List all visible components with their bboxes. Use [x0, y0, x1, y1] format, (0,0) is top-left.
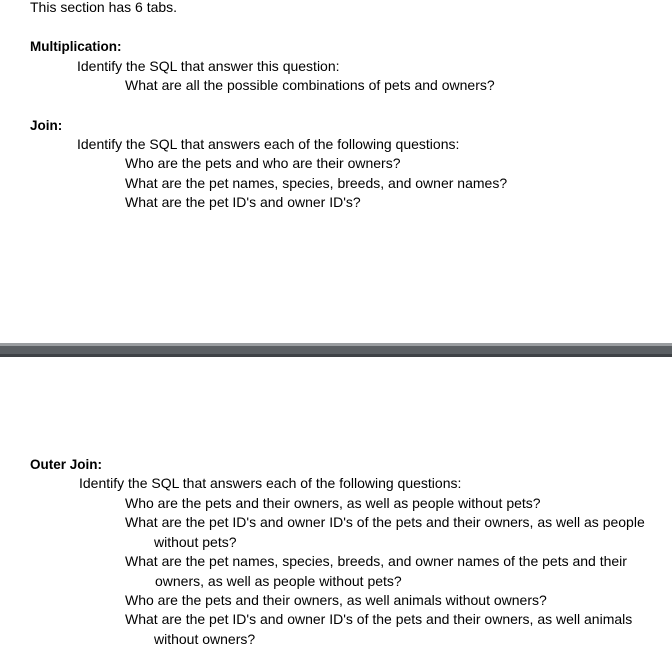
outer-join-question-3-cont: owners, as well as people without pets? [155, 573, 402, 589]
outer-join-heading: Outer Join: [30, 457, 103, 472]
outer-join-instruction: Identify the SQL that answers each of the following questions: [79, 475, 462, 491]
section-divider-shadow [0, 354, 672, 357]
outer-join-question-5: What are the pet ID's and owner ID's of the pets and their owners, as well animals [125, 611, 633, 627]
multiplication-question-1: What are all the possible combinations of pets and owners? [125, 77, 495, 93]
outer-join-question-4: Who are the pets and their owners, as well animals without owners? [125, 592, 547, 608]
join-question-1: Who are the pets and who are their owners? [125, 155, 401, 171]
outer-join-question-1: Who are the pets and their owners, as well as people without pets? [125, 495, 541, 511]
multiplication-instruction: Identify the SQL that answer this question: [77, 58, 340, 74]
join-question-2: What are the pet names, species, breeds, and owner names? [125, 175, 508, 191]
outer-join-question-3: What are the pet names, species, breeds, and owner names of the pets and their [125, 553, 627, 569]
outer-join-question-5-cont: without owners? [154, 631, 256, 647]
multiplication-heading: Multiplication: [30, 39, 122, 54]
outer-join-question-2: What are the pet ID's and owner ID's of the pets and their owners, as well as people [125, 514, 645, 530]
section-divider-highlight [0, 343, 672, 346]
join-question-3: What are the pet ID's and owner ID's? [125, 194, 361, 210]
outer-join-question-2-cont: without pets? [154, 534, 237, 550]
section-intro: This section has 6 tabs. [30, 0, 178, 15]
join-instruction: Identify the SQL that answers each of the following questions: [77, 136, 460, 152]
join-heading: Join: [30, 118, 63, 133]
